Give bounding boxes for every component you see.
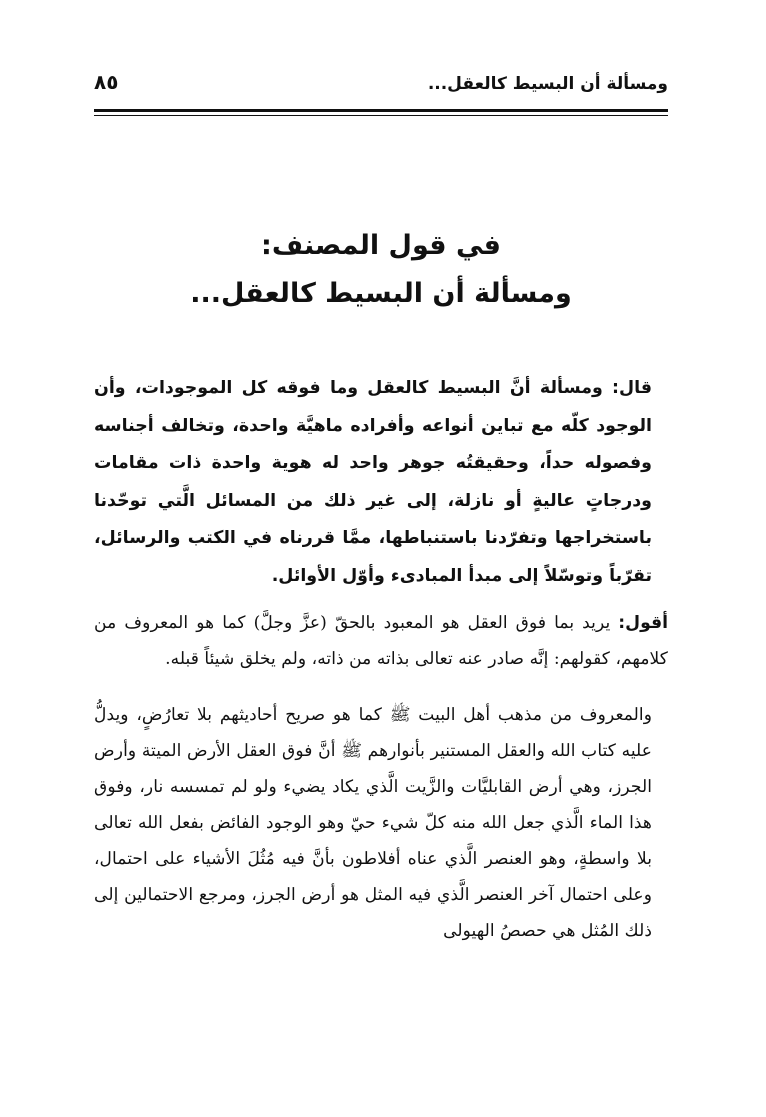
quote-intro-word: قال: [612,378,652,398]
commentary-intro-word: أقول: [618,613,668,633]
running-header-title: ومسألة أن البسيط كالعقل... [427,74,668,94]
running-header [94,66,668,100]
chapter-heading-line-2: ومسألة أن البسيط كالعقل... [190,278,572,309]
commentary-paragraph [94,605,668,677]
quoted-text-paragraph [94,370,668,595]
chapter-heading-line-1: في قول المصنف: [261,230,501,261]
body-text [94,370,668,969]
page-number: ٨٥ [94,70,119,94]
body-paragraph: والمعروف من مذهب أهل البيت ﷺ كما هو صريح أحاديثهم بلا تعارُضٍ، ويدلُّ عليه كتاب الله والعقل المستنير بأنوارهم ﷺ أنَّ فوق العقل الأرض الميتة وأرض الجرز، وهي أرض القابليَّات والزَّيت الَّذي يكاد يضيء ولو لم تمسسه نار، وفوق هذا الماء الَّذي جعل الله منه كلّ شيء حيّ وهو الوجود الفائض بفعل الله تعالى بلا واسطةٍ، وهو العنصر الَّذي عناه أفلاطون بأنَّ فيه مُثُلَ الأشياء على احتمال، وعلى احتمال آخر العنصر الَّذي فيه المثل هو أرض الجرز، ومرجع الاحتمالين إلى ذلك المُثل هي حصصُ الهيولى [94,705,652,941]
quote-text: ومسألة أنَّ البسيط كالعقل وما فوقه كل الموجودات، وأن الوجود كلّه مع تباين أنواعه وأفراده ماهيَّة واحدة، وتخالف أجناسه وفصوله حداً، وحقيقتُه جوهر واحد له هوية واحدة ذات مقامات ودرجاتٍ عاليةٍ أو نازلة، إلى غير ذلك من المسائل الَّتي توحّدنا باستخراجها وتفرّدنا باستنباطها، ممَّا قررناه في الكتب والرسائل، تقرّباً وتوسّلاً إلى مبدأ المبادىء وأوّل الأوائل. [94,378,652,586]
header-rule-thick [94,109,668,112]
chapter-heading [94,222,668,318]
commentary-text: يريد بما فوق العقل هو المعبود بالحقّ (عزَّ وجلَّ) كما هو المعروف من كلامهم، كقولهم: إنَّه صادر عنه تعالى بذاته من ذاته، ولم يخلق شيئاً قبله. [94,613,668,669]
header-rule-thin [94,115,668,116]
